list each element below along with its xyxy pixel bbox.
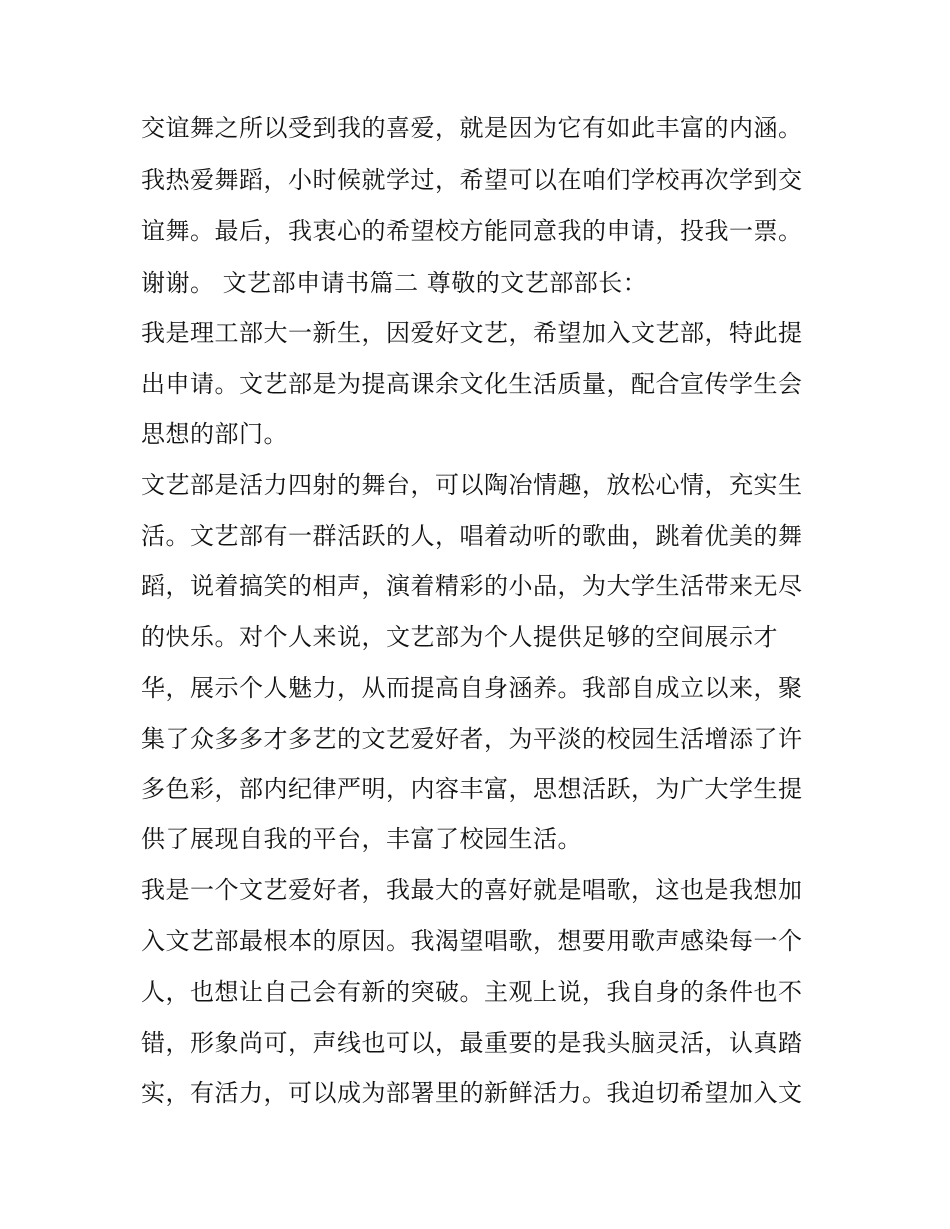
text-line: 错，形象尚可，声线也可以，最重要的是我头脑灵活，认真踏 [141, 1029, 803, 1057]
text-line: 集了众多多才多艺的文艺爱好者，为平淡的校园生活增添了许 [141, 725, 803, 753]
text-line: 人，也想让自己会有新的突破。主观上说，我自身的条件也不 [141, 978, 803, 1006]
text-line: 活。文艺部有一群活跃的人，唱着动听的歌曲，跳着优美的舞 [141, 522, 803, 550]
text-line: 文艺部是活力四射的舞台，可以陶冶情趣，放松心情，充实生 [141, 471, 803, 499]
text-line: 我热爱舞蹈，小时候就学过，希望可以在咱们学校再次学到交 [141, 166, 803, 194]
text-line: 蹈，说着搞笑的相声，演着精彩的小品，为大学生活带来无尽 [141, 572, 803, 600]
text-line: 华，展示个人魅力，从而提高自身涵养。我部自成立以来，聚 [141, 674, 803, 702]
text-line: 供了展现自我的平台，丰富了校园生活。 [141, 825, 582, 853]
text-line: 的快乐。对个人来说，文艺部为个人提供足够的空间展示才 [141, 623, 778, 651]
text-line: 交谊舞之所以受到我的喜爱，就是因为它有如此丰富的内涵。 [141, 114, 803, 142]
text-line: 我是理工部大一新生，因爱好文艺，希望加入文艺部，特此提 [141, 319, 803, 347]
text-line: 谢谢。 文艺部申请书篇二 尊敬的文艺部部长： [141, 269, 648, 297]
text-line: 思想的部门。 [141, 420, 288, 448]
text-line: 我是一个文艺爱好者，我最大的喜好就是唱歌，这也是我想加 [141, 876, 803, 904]
text-line: 谊舞。最后，我衷心的希望校方能同意我的申请，投我一票。 [141, 217, 803, 245]
text-line: 出申请。文艺部是为提高课余文化生活质量，配合宣传学生会 [141, 370, 803, 398]
text-line: 入文艺部最根本的原因。我渴望唱歌，想要用歌声感染每一个 [141, 927, 803, 955]
text-line: 实，有活力，可以成为部署里的新鲜活力。我迫切希望加入文 [141, 1079, 803, 1107]
text-line: 多色彩，部内纪律严明，内容丰富，思想活跃，为广大学生提 [141, 775, 803, 803]
